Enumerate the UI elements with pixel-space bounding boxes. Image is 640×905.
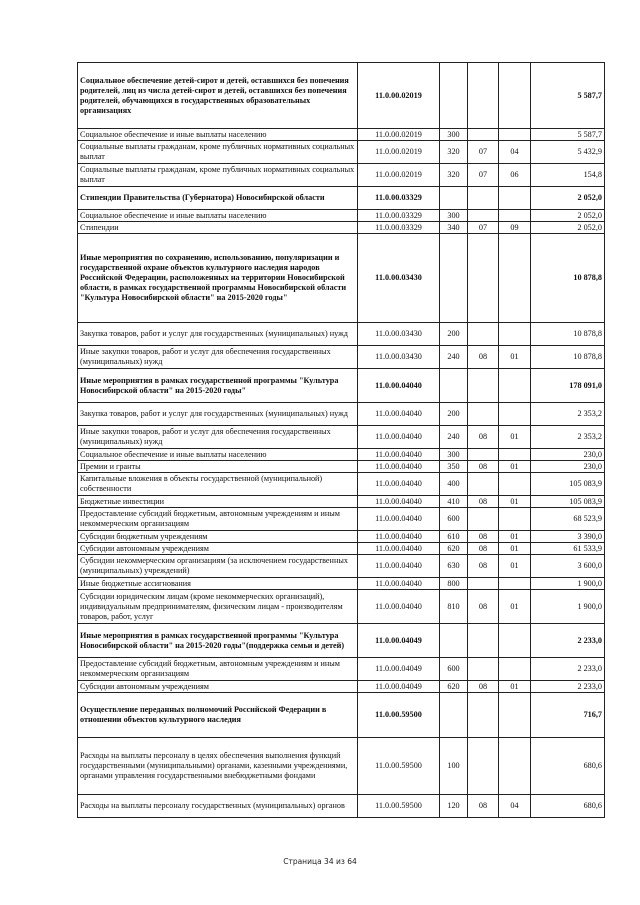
cell-pr: 01: [499, 461, 531, 473]
cell-rz: [468, 449, 499, 461]
cell-name: Закупка товаров, работ и услуг для государственных (муниципальных) нужд: [78, 323, 358, 346]
table-row: [78, 473, 605, 496]
cell-sum: 2 052,0: [531, 210, 605, 222]
cell-name: Иные мероприятия в рамках государственной программы "Культура Новосибирской области" на 2015-2020 годы"(поддержка семьи и детей): [78, 624, 358, 658]
table-row: [78, 369, 605, 403]
table-row: [78, 590, 605, 624]
cell-sum: 680,6: [531, 738, 605, 795]
cell-sum: 2 353,2: [531, 426, 605, 449]
table-row: [78, 187, 605, 210]
cell-sum: 230,0: [531, 449, 605, 461]
cell-vr: [440, 624, 468, 658]
table-row: [78, 164, 605, 187]
cell-pr: [499, 449, 531, 461]
cell-sum: 2 052,0: [531, 222, 605, 234]
cell-vr: 400: [440, 473, 468, 496]
cell-vr: 300: [440, 449, 468, 461]
cell-pr: 01: [499, 496, 531, 508]
cell-name: Закупка товаров, работ и услуг для государственных (муниципальных) нужд: [78, 403, 358, 426]
cell-rz: [468, 323, 499, 346]
cell-code: 11.0.00.02019: [358, 129, 440, 141]
cell-rz: 08: [468, 346, 499, 369]
cell-sum: 716,7: [531, 693, 605, 738]
cell-vr: 240: [440, 426, 468, 449]
cell-name: Премии и гранты: [78, 461, 358, 473]
cell-code: 11.0.00.04040: [358, 496, 440, 508]
cell-pr: [499, 473, 531, 496]
cell-rz: 08: [468, 681, 499, 693]
cell-vr: 340: [440, 222, 468, 234]
cell-code: 11.0.00.04049: [358, 624, 440, 658]
cell-sum: 1 900,0: [531, 590, 605, 624]
cell-vr: 300: [440, 129, 468, 141]
cell-rz: [468, 63, 499, 129]
cell-name: Иные закупки товаров, работ и услуг для обеспечения государственных (муниципальных) нужд: [78, 426, 358, 449]
cell-sum: 1 900,0: [531, 578, 605, 590]
cell-code: 11.0.00.04040: [358, 531, 440, 543]
table-row: [78, 578, 605, 590]
cell-code: 11.0.00.04040: [358, 543, 440, 555]
cell-name: Бюджетные инвестиции: [78, 496, 358, 508]
cell-pr: [499, 578, 531, 590]
cell-sum: 154,8: [531, 164, 605, 187]
table-row: [78, 129, 605, 141]
table-row: [78, 403, 605, 426]
cell-sum: 230,0: [531, 461, 605, 473]
cell-vr: 800: [440, 578, 468, 590]
table-row: [78, 508, 605, 531]
cell-vr: 240: [440, 346, 468, 369]
table-row: [78, 681, 605, 693]
cell-code: 11.0.00.03329: [358, 187, 440, 210]
cell-code: 11.0.00.03329: [358, 222, 440, 234]
cell-code: 11.0.00.03430: [358, 323, 440, 346]
cell-sum: 5 587,7: [531, 63, 605, 129]
cell-sum: 2 233,0: [531, 624, 605, 658]
cell-sum: 10 878,8: [531, 323, 605, 346]
cell-vr: 350: [440, 461, 468, 473]
cell-vr: 620: [440, 681, 468, 693]
cell-code: 11.0.00.04040: [358, 369, 440, 403]
cell-code: 11.0.00.04040: [358, 590, 440, 624]
table-row: [78, 658, 605, 681]
cell-vr: 610: [440, 531, 468, 543]
cell-rz: 07: [468, 141, 499, 164]
cell-code: 11.0.00.59500: [358, 738, 440, 795]
cell-pr: [499, 508, 531, 531]
table-row: [78, 234, 605, 323]
cell-vr: 100: [440, 738, 468, 795]
cell-vr: [440, 234, 468, 323]
cell-vr: [440, 187, 468, 210]
cell-rz: 08: [468, 496, 499, 508]
cell-code: 11.0.00.04049: [358, 658, 440, 681]
cell-code: 11.0.00.02019: [358, 164, 440, 187]
table-row: [78, 63, 605, 129]
cell-code: 11.0.00.03430: [358, 234, 440, 323]
cell-name: Субсидии автономным учреждениям: [78, 681, 358, 693]
cell-pr: [499, 187, 531, 210]
cell-name: Предоставление субсидий бюджетным, автономным учреждениям и иным некоммерческим организациям: [78, 658, 358, 681]
cell-vr: 320: [440, 164, 468, 187]
cell-rz: 07: [468, 222, 499, 234]
cell-rz: [468, 210, 499, 222]
cell-vr: 320: [440, 141, 468, 164]
cell-vr: 410: [440, 496, 468, 508]
cell-code: 11.0.00.04040: [358, 508, 440, 531]
table-row: [78, 624, 605, 658]
cell-vr: 600: [440, 658, 468, 681]
table-row: [78, 693, 605, 738]
table-row: [78, 222, 605, 234]
cell-rz: 08: [468, 543, 499, 555]
cell-pr: [499, 323, 531, 346]
cell-vr: 120: [440, 795, 468, 818]
cell-sum: 5 587,7: [531, 129, 605, 141]
table-row: [78, 141, 605, 164]
cell-pr: [499, 234, 531, 323]
cell-sum: 10 878,8: [531, 346, 605, 369]
cell-code: 11.0.00.04040: [358, 426, 440, 449]
cell-rz: [468, 403, 499, 426]
cell-code: 11.0.00.04040: [358, 578, 440, 590]
cell-code: 11.0.00.04040: [358, 403, 440, 426]
cell-name: Социальное обеспечение и иные выплаты населению: [78, 129, 358, 141]
cell-pr: 01: [499, 426, 531, 449]
table-row: [78, 346, 605, 369]
cell-name: Иные бюджетные ассигнования: [78, 578, 358, 590]
cell-sum: 105 083,9: [531, 496, 605, 508]
budget-table: [77, 62, 605, 818]
table-row: [78, 210, 605, 222]
cell-vr: 600: [440, 508, 468, 531]
cell-rz: [468, 508, 499, 531]
cell-code: 11.0.00.59500: [358, 693, 440, 738]
cell-code: 11.0.00.04040: [358, 449, 440, 461]
cell-code: 11.0.00.04040: [358, 473, 440, 496]
cell-vr: 620: [440, 543, 468, 555]
cell-code: 11.0.00.04040: [358, 555, 440, 578]
cell-name: Социальное обеспечение и иные выплаты населению: [78, 210, 358, 222]
cell-rz: 08: [468, 426, 499, 449]
cell-pr: 01: [499, 590, 531, 624]
cell-name: Социальное обеспечение и иные выплаты населению: [78, 449, 358, 461]
cell-pr: 01: [499, 543, 531, 555]
cell-name: Социальное обеспечение детей-сирот и детей, оставшихся без попечения родителей, лиц из числа детей-сирот и детей, оставшихся без попечения родителей, обучающихся в государственных образовательных организациях: [78, 63, 358, 129]
table-row: [78, 449, 605, 461]
cell-sum: 61 533,9: [531, 543, 605, 555]
table-row: [78, 426, 605, 449]
page-footer: Страница 34 из 64: [283, 857, 357, 866]
table-row: [78, 738, 605, 795]
cell-code: 11.0.00.03430: [358, 346, 440, 369]
cell-rz: [468, 658, 499, 681]
table-row: [78, 461, 605, 473]
cell-vr: [440, 63, 468, 129]
table-row: [78, 531, 605, 543]
cell-pr: [499, 624, 531, 658]
cell-name: Субсидии некоммерческим организациям (за исключением государственных (муниципальных) учреждений): [78, 555, 358, 578]
cell-pr: 01: [499, 346, 531, 369]
cell-sum: 68 523,9: [531, 508, 605, 531]
cell-pr: 04: [499, 141, 531, 164]
cell-pr: [499, 129, 531, 141]
cell-name: Иные мероприятия в рамках государственной программы "Культура Новосибирской области" на 2015-2020 годы": [78, 369, 358, 403]
cell-name: Стипендии: [78, 222, 358, 234]
cell-sum: 2 052,0: [531, 187, 605, 210]
cell-rz: 07: [468, 164, 499, 187]
cell-pr: 09: [499, 222, 531, 234]
cell-vr: [440, 693, 468, 738]
cell-code: 11.0.00.02019: [358, 63, 440, 129]
cell-name: Субсидии автономным учреждениям: [78, 543, 358, 555]
cell-vr: 810: [440, 590, 468, 624]
cell-vr: 200: [440, 323, 468, 346]
cell-rz: [468, 129, 499, 141]
cell-pr: [499, 693, 531, 738]
cell-sum: 680,6: [531, 795, 605, 818]
cell-code: 11.0.00.04049: [358, 681, 440, 693]
cell-rz: [468, 693, 499, 738]
cell-name: Социальные выплаты гражданам, кроме публичных нормативных социальных выплат: [78, 141, 358, 164]
cell-sum: 10 878,8: [531, 234, 605, 323]
cell-name: Иные закупки товаров, работ и услуг для обеспечения государственных (муниципальных) нужд: [78, 346, 358, 369]
cell-sum: 178 091,0: [531, 369, 605, 403]
cell-code: 11.0.00.59500: [358, 795, 440, 818]
cell-pr: [499, 210, 531, 222]
table-body: [78, 63, 605, 818]
cell-rz: 08: [468, 795, 499, 818]
cell-pr: [499, 658, 531, 681]
cell-sum: 5 432,9: [531, 141, 605, 164]
cell-name: Субсидии бюджетным учреждениям: [78, 531, 358, 543]
cell-name: Капитальные вложения в объекты государственной (муниципальной) собственности: [78, 473, 358, 496]
cell-pr: [499, 738, 531, 795]
cell-rz: [468, 578, 499, 590]
cell-name: Расходы на выплаты персоналу в целях обеспечения выполнения функций государственными (муниципальными) органами, казенными учреждениями, органами управления государственными внебюджетными фондами: [78, 738, 358, 795]
cell-vr: 630: [440, 555, 468, 578]
cell-rz: 08: [468, 590, 499, 624]
cell-pr: 01: [499, 555, 531, 578]
cell-name: Субсидии юридическим лицам (кроме некоммерческих организаций), индивидуальным предпринимателям, физическим лицам - производителям товаров, работ, услуг: [78, 590, 358, 624]
cell-sum: 3 390,0: [531, 531, 605, 543]
cell-rz: 08: [468, 531, 499, 543]
cell-pr: 06: [499, 164, 531, 187]
cell-vr: 300: [440, 210, 468, 222]
cell-name: Стипендии Правительства (Губернатора) Новосибирской области: [78, 187, 358, 210]
cell-sum: 105 083,9: [531, 473, 605, 496]
cell-code: 11.0.00.03329: [358, 210, 440, 222]
cell-pr: [499, 63, 531, 129]
cell-sum: 2 353,2: [531, 403, 605, 426]
table-row: [78, 543, 605, 555]
cell-code: 11.0.00.02019: [358, 141, 440, 164]
cell-rz: [468, 187, 499, 210]
cell-name: Осуществление переданных полномочий Российской Федерации в отношении объектов культурного наследия: [78, 693, 358, 738]
cell-rz: 08: [468, 555, 499, 578]
cell-rz: [468, 624, 499, 658]
cell-rz: [468, 738, 499, 795]
table-row: [78, 795, 605, 818]
cell-name: Иные мероприятия по сохранению, использованию, популяризации и государственной охране объектов культурного наследия народов Российской Федерации, расположенных на территории Новосибирской области, в рамках государственной программы Новосибирской области "Культура Новосибирской области" на 2015-2020 годы": [78, 234, 358, 323]
cell-rz: 08: [468, 461, 499, 473]
cell-pr: 01: [499, 531, 531, 543]
cell-pr: 04: [499, 795, 531, 818]
table-row: [78, 555, 605, 578]
cell-rz: [468, 234, 499, 323]
cell-vr: 200: [440, 403, 468, 426]
cell-name: Предоставление субсидий бюджетным, автономным учреждениям и иным некоммерческим организациям: [78, 508, 358, 531]
cell-pr: [499, 369, 531, 403]
cell-code: 11.0.00.04040: [358, 461, 440, 473]
table-row: [78, 496, 605, 508]
cell-sum: 3 600,0: [531, 555, 605, 578]
cell-rz: [468, 369, 499, 403]
cell-pr: [499, 403, 531, 426]
cell-name: Расходы на выплаты персоналу государственных (муниципальных) органов: [78, 795, 358, 818]
cell-vr: [440, 369, 468, 403]
cell-pr: 01: [499, 681, 531, 693]
table-row: [78, 323, 605, 346]
cell-sum: 2 233,0: [531, 681, 605, 693]
cell-sum: 2 233,0: [531, 658, 605, 681]
cell-rz: [468, 473, 499, 496]
cell-name: Социальные выплаты гражданам, кроме публичных нормативных социальных выплат: [78, 164, 358, 187]
